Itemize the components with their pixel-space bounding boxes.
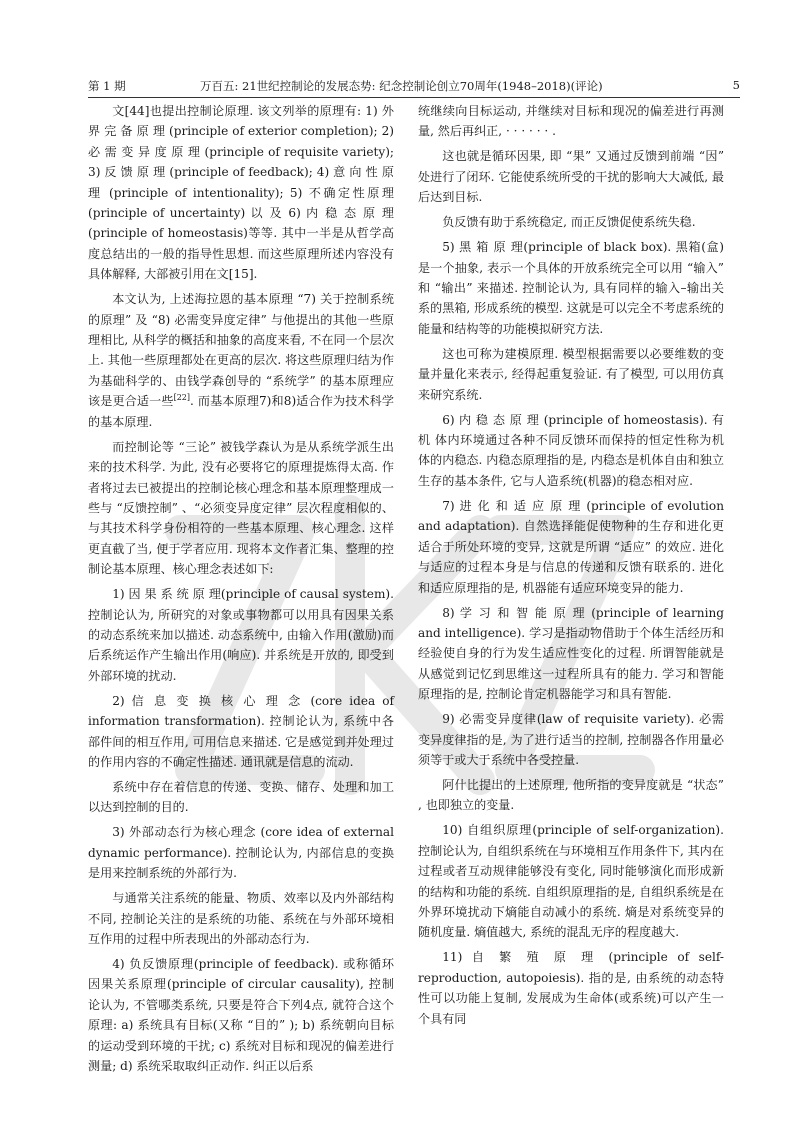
paragraph: 阿什比提出的上述原理, 他所指的变异度就是 “状态” , 也即独立的变量. (418, 777, 724, 813)
paragraph: 4) 负反馈原理(principle of feedback). 或称循环因果关系原理(principle of circular causality), 控制论认为, 不管哪类系统, 只要是符合下列4点, 就符合这个原理: a) 系统具有目标(又称 “目的” ); b) 系统朝向目标的运动受到环境的干扰; c) 系统对目标和现况的偏差进行测量; d) 系统采取取纠正动作. 纠正以后系 (88, 957, 394, 1074)
paragraph: 1) 因 果 系 统 原 理(principle of causal system). 控制论认为, 所研究的对象或事物都可以用具有因果关系的动态系统来加以描述. 动态系统中, 由输入作用(激励)而后系统运作产生输出作用(响应). 并系统是开放的, 即受到外部环境的扰动. (88, 587, 394, 683)
paragraph: 这也可称为建模原理. 模型根据需要以必要维数的变量并量化来表示, 经得起重复验证. 有了模型, 可以用仿真来研究系统. (418, 346, 724, 402)
paragraph: 系统中存在着信息的传递、变换、储存、处理和加工以达到控制的目的. (88, 779, 394, 815)
paragraph: 而控制论等 “三论” 被钱学森认为是从系统学派生出来的技术科学. 为此, 没有必要将它的原理提炼得太高. 作者将过去已被提出的控制论核心理念和基本原理整理成一些与 “反馈控制” 、“必须变异度定律” 层次程度相似的、与其技术科学身份相符的一些基本原理、核心理念. 这样更直截了当, 便于学者应用. 现将本文作者汇集、整理的控制论基本原理、核心理念表述如下: (88, 439, 394, 577)
running-header (88, 78, 740, 98)
paragraph: 与通常关注系统的能量、物质、效率以及内外部结构不同, 控制论关注的是系统的功能、系统在与外部环境相互作用的过程中所表现出的外部动态行为. (88, 891, 394, 946)
paragraph: 这也就是循环因果, 即 “果” 又通过反馈到前端 “因” 处进行了闭环. 它能使系统所受的干扰的影响大大减低, 最后达到目标. (418, 149, 724, 205)
paragraph: 负反馈有助于系统稳定, 而正反馈促使系统失稳. (442, 215, 696, 230)
paragraph: 10) 自组织原理(principle of self-organization). 控制论认为, 自组织系统在与环境相互作用条件下, 其内在过程或者互动规律能够没有变化, 同时能够演化而形成新的结构和功能的系统. 自组织原理指的是, 自组织系统是在外界环境扰动下熵能自动减小的系统. 熵是对系统变异的随机度量. 熵值越大, 系统的混乱无序的程度越大. (418, 823, 724, 940)
paragraph: 文[44]也提出控制论原理. 该文列举的原理有: 1) 外 界 完 备 原 理 (principle of exterior completion); 2) 必 需 变 异 度 原 理 (principle of requisite variety); 3) 反 馈 原 理 (principle of feedback); 4) 意 向 性 原 理 (principle of intentionality); 5) 不确定性原理(principle of uncertainty) 以 及 6) 内 稳 态 原 理 (principle of homeostasis)等等. 其中一半是从哲学高度总结出的一般的指导性思想. 而这些原理所述内容没有具体解释, 大部被引用在文[15]. (88, 104, 394, 282)
right-column (418, 101, 724, 1034)
left-column (88, 101, 394, 1081)
running-title: 万百五: 21世纪控制论的发展态势: 纪念控制论创立70周年(1948–2018)(评论) (200, 79, 603, 93)
paragraph: 本文认为, 上述海拉恩的基本原理 “7) 关于控制系统的原理” 及 “8) 必需变异度定律” 与他提出的其他一些原理相比, 从科学的概括和抽象的高度来看, 不在同一个层次上. 其他一些原理都处在更高的层次. 将这些原理归结为作为基础科学的、由钱学森创导的 “系统学” 的基本原理应该是更合适一些[22]. 而基本原理7)和8)适合作为技术科学的基本原理. (88, 292, 394, 429)
page-number: 5 (732, 78, 740, 92)
citation: [22] (173, 393, 191, 403)
paragraph: 5) 黑 箱 原 理(principle of black box). 黑箱(盒)是一个抽象, 表示一个具体的开放系统完全可以用 “输入” 和 “输出” 来描述. 控制论认为, 具有同样的输入–输出关系的黑箱, 形成系统的模型. 这就是可以完全不考虑系统的能量和结构等的功能模拟研究方法. (418, 240, 724, 336)
header-rule (88, 97, 740, 98)
paragraph: 6) 内 稳 态 原 理 (principle of homeostasis). 有 机 体内环境通过各种不同反馈环而保持的恒定性称为机体的内稳态. 内稳态原理指的是, 内稳态是机体自由和独立生存的基本条件, 它与人造系统(机器)的稳态相对应. (418, 412, 724, 488)
paragraph: 9) 必需变异度律(law of requisite variety). 必需变异度律指的是, 为了进行适当的控制, 控制器各作用量必须等于或大于系统中各受控量. (418, 712, 724, 767)
paragraph: 3) 外部动态行为核心理念 (core idea of external dynamic performance). 控制论认为, 内部信息的变换是用来控制系统的外部行为. (88, 825, 394, 881)
issue-number: 第 1 期 (88, 79, 126, 93)
paragraph: 统继续向目标运动, 并继续对目标和现况的偏差进行再测量, 然后再纠正, · · · · · · . (418, 104, 724, 139)
paragraph: 11) 自 繁 殖 原 理 (principle of self-reproduction, autopoiesis). 指的是, 由系统的动态特性可以功能上复制, 发展成为生命体(或系统)可以产生一个具有同 (418, 950, 724, 1026)
paragraph: 8) 学 习 和 智 能 原 理 (principle of learning and intelligence). 学习是指动物借助于个体生活经历和经验使自身的行为发生适应性变化的过程. 所谓智能就是从感觉到记忆到思维这一过程所具有的能力. 学习和智能原理指的是, 控制论肯定机器能学习和具有智能. (418, 605, 724, 702)
paragraph: 7) 进 化 和 适 应 原 理 (principle of evolution and adaptation). 自然选择能促使物种的生存和进化更适合于所处环境的变异, 这就是所谓 “适应” 的效应. 进化与适应的过程本身是与信息的传递和反馈有联系的. 进化和适应原理指的是, 机器能有适应环境变异的能力. (418, 498, 724, 595)
paragraph: 2) 信 息 变 换 核 心 理 念 (core idea of information transformation). 控制论认为, 系统中各部件间的相互作用, 可用信息来描述. 它是感觉到并处理过的作用内容的不确定性描述. 通讯就是信息的流动. (88, 693, 394, 769)
